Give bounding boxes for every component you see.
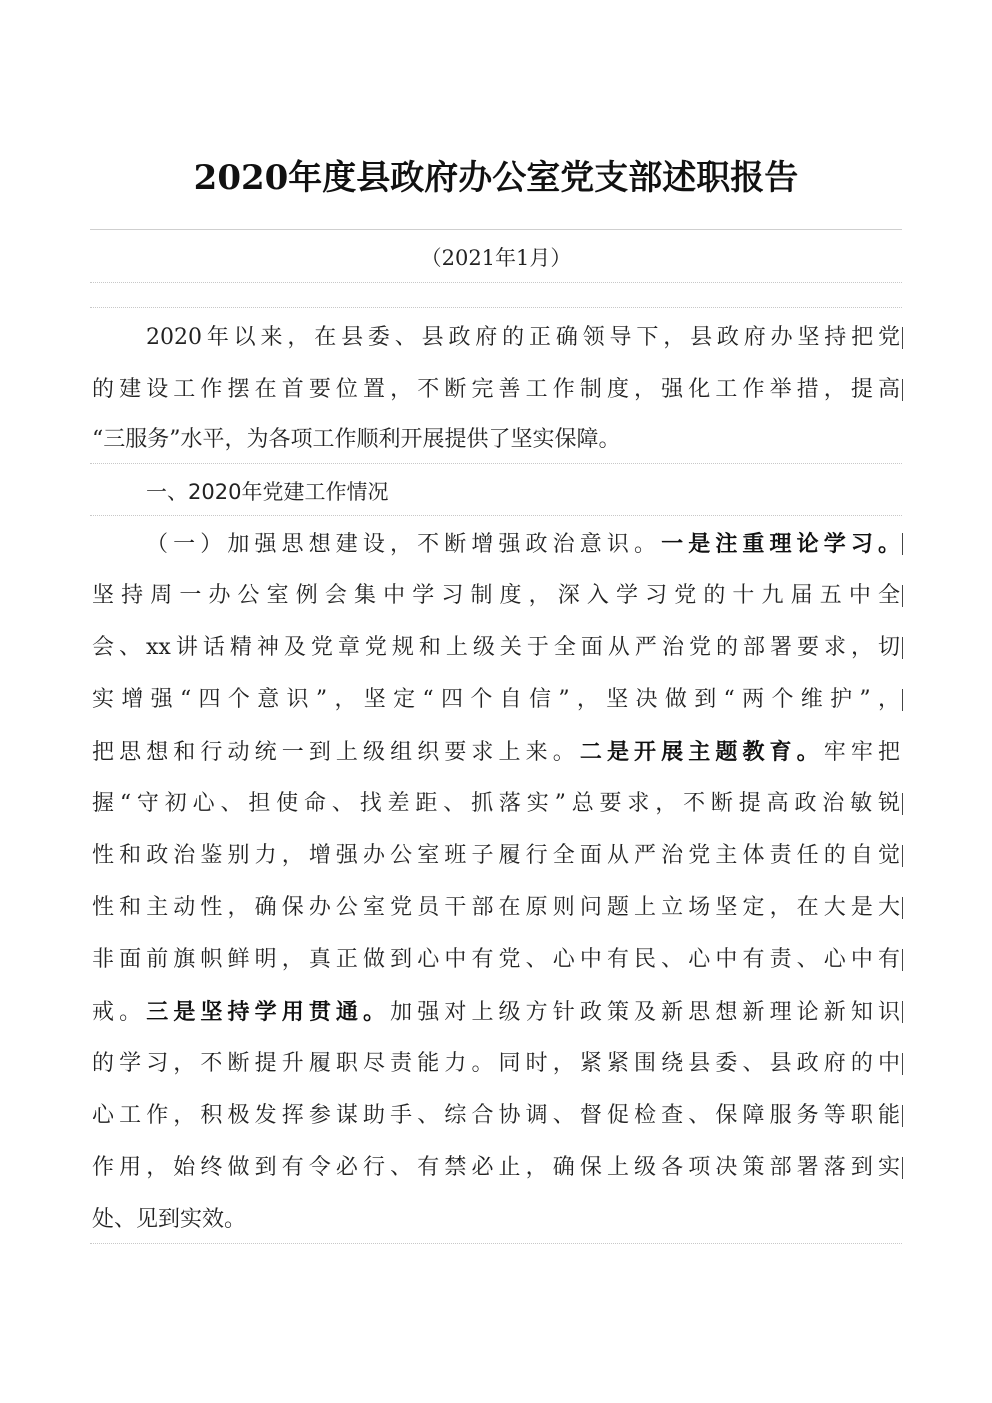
text-run: 戒。 [92,1000,147,1025]
divider [90,282,902,283]
margin-mark [902,1053,903,1075]
text-run: （一）加强思想建设，不断增强政治意识。 [146,532,662,557]
margin-mark [902,689,903,711]
bold-text: 二是开展主题教育。 [579,739,824,765]
margin-mark [902,1001,903,1023]
divider [90,307,902,308]
section-heading: 一、2020年党建工作情况 [146,480,389,504]
margin-mark [902,1157,903,1179]
paragraph-line: 性和政治鉴别力，增强办公室班子履行全面从严治党主体责任的自觉 [92,843,900,868]
margin-mark [902,793,903,815]
document-date: （2021年1月） [420,246,572,270]
intro-line: “三服务”水平，为各项工作顺利开展提供了坚实保障。 [92,427,621,452]
paragraph-line: 处、见到实效。 [92,1207,247,1232]
paragraph-line: 性和主动性，确保办公室党员干部在原则问题上立场坚定，在大是大 [92,895,900,920]
title-divider [90,229,902,230]
paragraph-line: 的学习，不断提升履职尽责能力。同时，紧紧围绕县委、县政府的中 [92,1051,900,1076]
paragraph-line: 会、xx讲话精神及党章党规和上级关于全面从严治党的部署要求，切 [92,635,900,660]
divider [90,515,902,516]
paragraph-line [92,728,900,776]
paragraph-line: 心工作，积极发挥参谋助手、综合协调、督促检查、保障服务等职能 [92,1103,900,1128]
intro-line: 2020年以来，在县委、县政府的正确领导下，县政府办坚持把党 [146,325,900,350]
text-run: 把思想和行动统一到上级组织要求上来。 [92,740,580,765]
paragraph-line: 坚持周一办公室例会集中学习制度，深入学习党的十九届五中全 [92,583,900,608]
margin-mark [902,897,903,919]
paragraph-line [146,520,900,568]
bold-text: 一是注重理论学习。 [661,531,900,557]
paragraph-line: 非面前旗帜鲜明，真正做到心中有党、心中有民、心中有责、心中有 [92,947,900,972]
paragraph-line: 握“守初心、担使命、找差距、抓落实”总要求，不断提高政治敏锐 [92,791,900,816]
document-title: 2020年度县政府办公室党支部述职报告 [193,158,799,198]
margin-mark [902,327,903,349]
margin-mark [902,949,903,971]
divider [90,463,902,464]
paragraph-line [92,988,900,1036]
paragraph-line: 实增强“四个意识”，坚定“四个自信”，坚决做到“两个维护”， [92,687,900,712]
intro-line: 的建设工作摆在首要位置，不断完善工作制度，强化工作举措，提高 [92,377,900,402]
margin-mark [902,585,903,607]
margin-mark [902,845,903,867]
text-run: 牢牢把 [823,740,900,765]
bold-text: 三是坚持学用贯通。 [146,999,391,1025]
divider [90,1243,902,1244]
text-run: 加强对上级方针政策及新思想新理论新知识 [390,1000,900,1025]
paragraph-line: 作用，始终做到有令必行、有禁必止，确保上级各项决策部署落到实 [92,1155,900,1180]
margin-mark [902,533,903,555]
margin-mark [902,379,903,401]
margin-mark [902,637,903,659]
margin-mark [902,1105,903,1127]
